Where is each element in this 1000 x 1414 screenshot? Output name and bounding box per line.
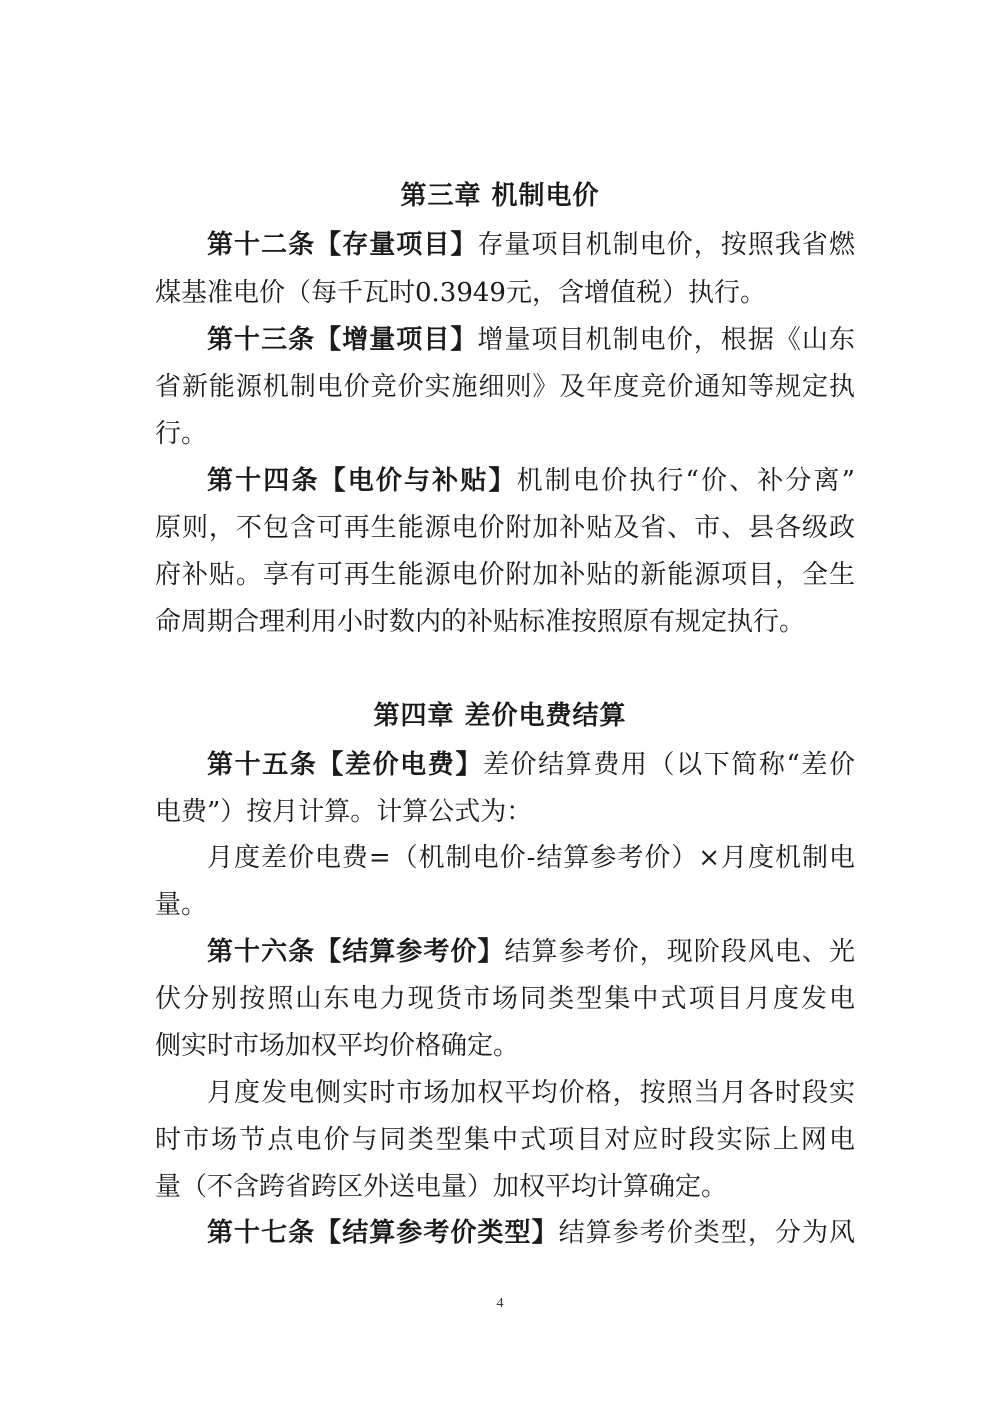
article-13-line-1: 第十三条【增量项目】增量项目机制电价，根据《山东 (207, 325, 855, 355)
article-12-line-1: 第十二条【存量项目】存量项目机制电价，按照我省燃 (207, 230, 855, 260)
article-15-line-1: 第十五条【差价电费】差价结算费用（以下简称“差价 (207, 750, 855, 780)
article-12-heading: 第十二条【存量项目】 (207, 230, 478, 260)
article-16-line-2: 伏分别按照山东电力现货市场同类型集中式项目月度发电 (155, 984, 855, 1014)
page-number: 4 (496, 1296, 504, 1311)
paragraph-line-3: 量（不含跨省跨区外送电量）加权平均计算确定。 (155, 1172, 728, 1202)
article-16-line-3: 侧实时市场加权平均价格确定。 (155, 1031, 520, 1061)
article-14-line-4: 命周期合理利用小时数内的补贴标准按照原有规定执行。 (155, 607, 806, 637)
formula-line-2: 量。 (155, 890, 208, 920)
article-13-line-3: 行。 (155, 419, 208, 449)
paragraph-line-1: 月度发电侧实时市场加权平均价格，按照当月各时段实 (207, 1078, 855, 1108)
article-16-line-1: 第十六条【结算参考价】结算参考价，现阶段风电、光 (207, 937, 855, 967)
article-14-line-3: 府补贴。享有可再生能源电价附加补贴的新能源项目，全生 (155, 560, 855, 590)
article-13-heading: 第十三条【增量项目】 (207, 325, 478, 355)
chapter-4-title: 第四章 差价电费结算 (373, 701, 627, 731)
article-16-heading: 第十六条【结算参考价】 (207, 937, 505, 967)
article-15-heading: 第十五条【差价电费】 (207, 750, 483, 780)
article-17-heading: 第十七条【结算参考价类型】 (207, 1218, 559, 1248)
article-17-line-1: 第十七条【结算参考价类型】结算参考价类型，分为风 (207, 1218, 855, 1248)
article-14-heading: 第十四条【电价与补贴】 (207, 466, 517, 496)
article-15-line-2: 电费”）按月计算。计算公式为： (155, 797, 533, 827)
chapter-3-title: 第三章 机制电价 (400, 181, 600, 211)
article-14-line-2: 原则，不包含可再生能源电价附加补贴及省、市、县各级政 (155, 513, 855, 543)
paragraph-line-2: 时市场节点电价与同类型集中式项目对应时段实际上网电 (155, 1125, 855, 1155)
formula-line-1: 月度差价电费=（机制电价-结算参考价）×月度机制电 (207, 843, 855, 873)
article-12-line-2: 煤基准电价（每千瓦时0.3949元，含增值税）执行。 (155, 278, 766, 308)
article-14-line-1: 第十四条【电价与补贴】机制电价执行“价、补分离” (207, 466, 855, 496)
article-13-line-2: 省新能源机制电价竞价实施细则》及年度竞价通知等规定执 (155, 372, 855, 402)
